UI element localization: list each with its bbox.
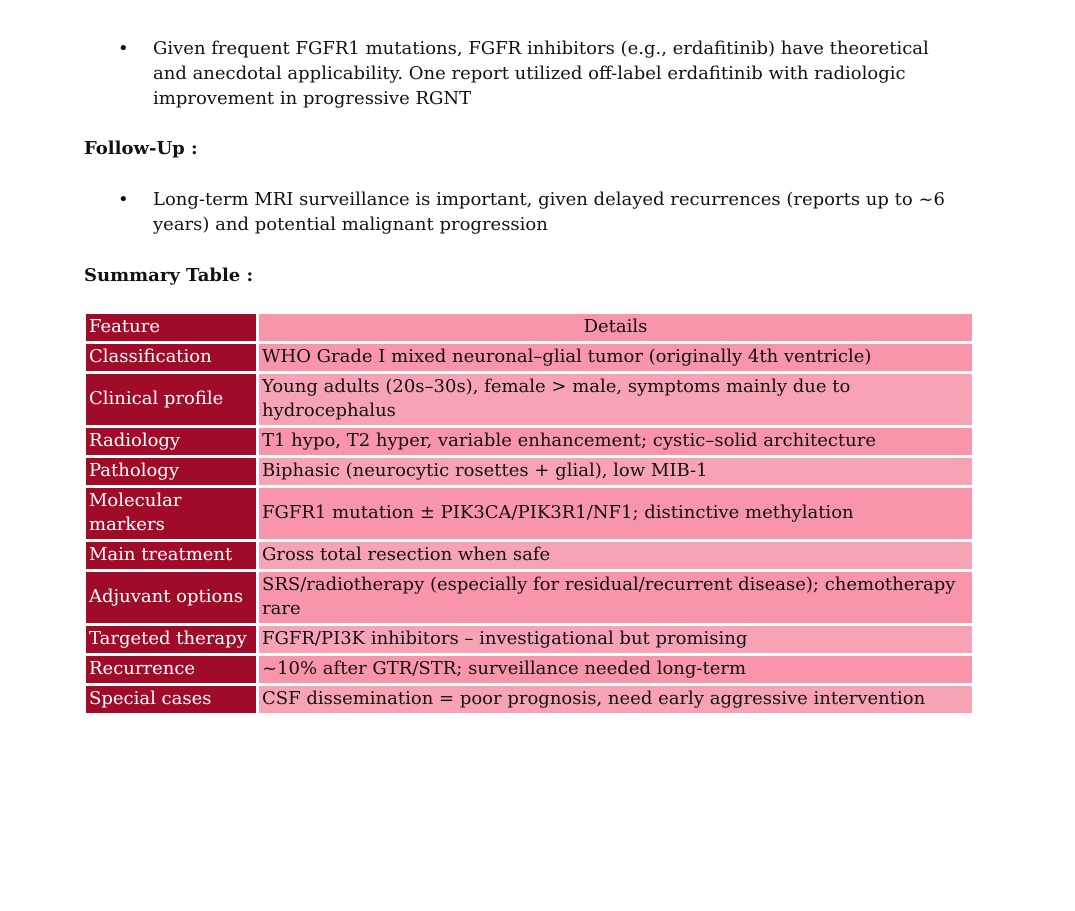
table-row [86, 428, 972, 455]
feature-cell: Targeted therapy [86, 626, 259, 653]
feature-cell: Radiology [86, 428, 259, 455]
bullet-item [118, 36, 948, 111]
table-row [86, 686, 972, 713]
table-row [86, 374, 972, 425]
feature-cell: Adjuvant options [86, 572, 259, 623]
details-cell: FGFR1 mutation ± PIK3CA/PIK3R1/NF1; distinctive methylation [259, 488, 972, 539]
bullet-text: Long-term MRI surveillance is important, given delayed recurrences (reports up to ~6 years) and potential malignant progression [153, 189, 945, 235]
details-cell: Young adults (20s–30s), female > male, symptoms mainly due to hydrocephalus [259, 374, 972, 425]
details-cell: T1 hypo, T2 hyper, variable enhancement; cystic–solid architecture [259, 428, 972, 455]
feature-cell: Recurrence [86, 656, 259, 683]
table-row [86, 458, 972, 485]
bullet-dot-icon: • [118, 38, 129, 59]
feature-cell: Pathology [86, 458, 259, 485]
table-row [86, 344, 972, 371]
table-header-row [86, 314, 972, 341]
followup-heading: Follow-Up : [84, 138, 198, 159]
treatment-bullet-list [118, 36, 948, 111]
table-row [86, 488, 972, 539]
details-cell: CSF dissemination = poor prognosis, need early aggressive intervention [259, 686, 972, 713]
bullet-text: Given frequent FGFR1 mutations, FGFR inhibitors (e.g., erdafitinib) have theoretical and anecdotal applicability. One report utilized off-label erdafitinib with radiologic improvement in progressive RGNT [153, 38, 929, 109]
details-cell: Gross total resection when safe [259, 542, 972, 569]
feature-cell: Main treatment [86, 542, 259, 569]
feature-cell: Special cases [86, 686, 259, 713]
column-header-feature: Feature [86, 314, 259, 341]
feature-cell: Classification [86, 344, 259, 371]
details-cell: WHO Grade I mixed neuronal–glial tumor (originally 4th ventricle) [259, 344, 972, 371]
bullet-item [118, 187, 948, 237]
summary-table-heading: Summary Table : [84, 265, 254, 286]
table-row [86, 572, 972, 623]
table-row [86, 656, 972, 683]
bullet-dot-icon: • [118, 189, 129, 210]
table-row [86, 626, 972, 653]
feature-cell: Molecular markers [86, 488, 259, 539]
feature-cell: Clinical profile [86, 374, 259, 425]
details-cell: Biphasic (neurocytic rosettes + glial), low MIB-1 [259, 458, 972, 485]
summary-table [86, 311, 972, 716]
table-row [86, 542, 972, 569]
followup-bullet-list [118, 187, 948, 237]
details-cell: ~10% after GTR/STR; surveillance needed long-term [259, 656, 972, 683]
details-cell: SRS/radiotherapy (especially for residual/recurrent disease); chemotherapy rare [259, 572, 972, 623]
column-header-details: Details [259, 314, 972, 341]
details-cell: FGFR/PI3K inhibitors – investigational but promising [259, 626, 972, 653]
